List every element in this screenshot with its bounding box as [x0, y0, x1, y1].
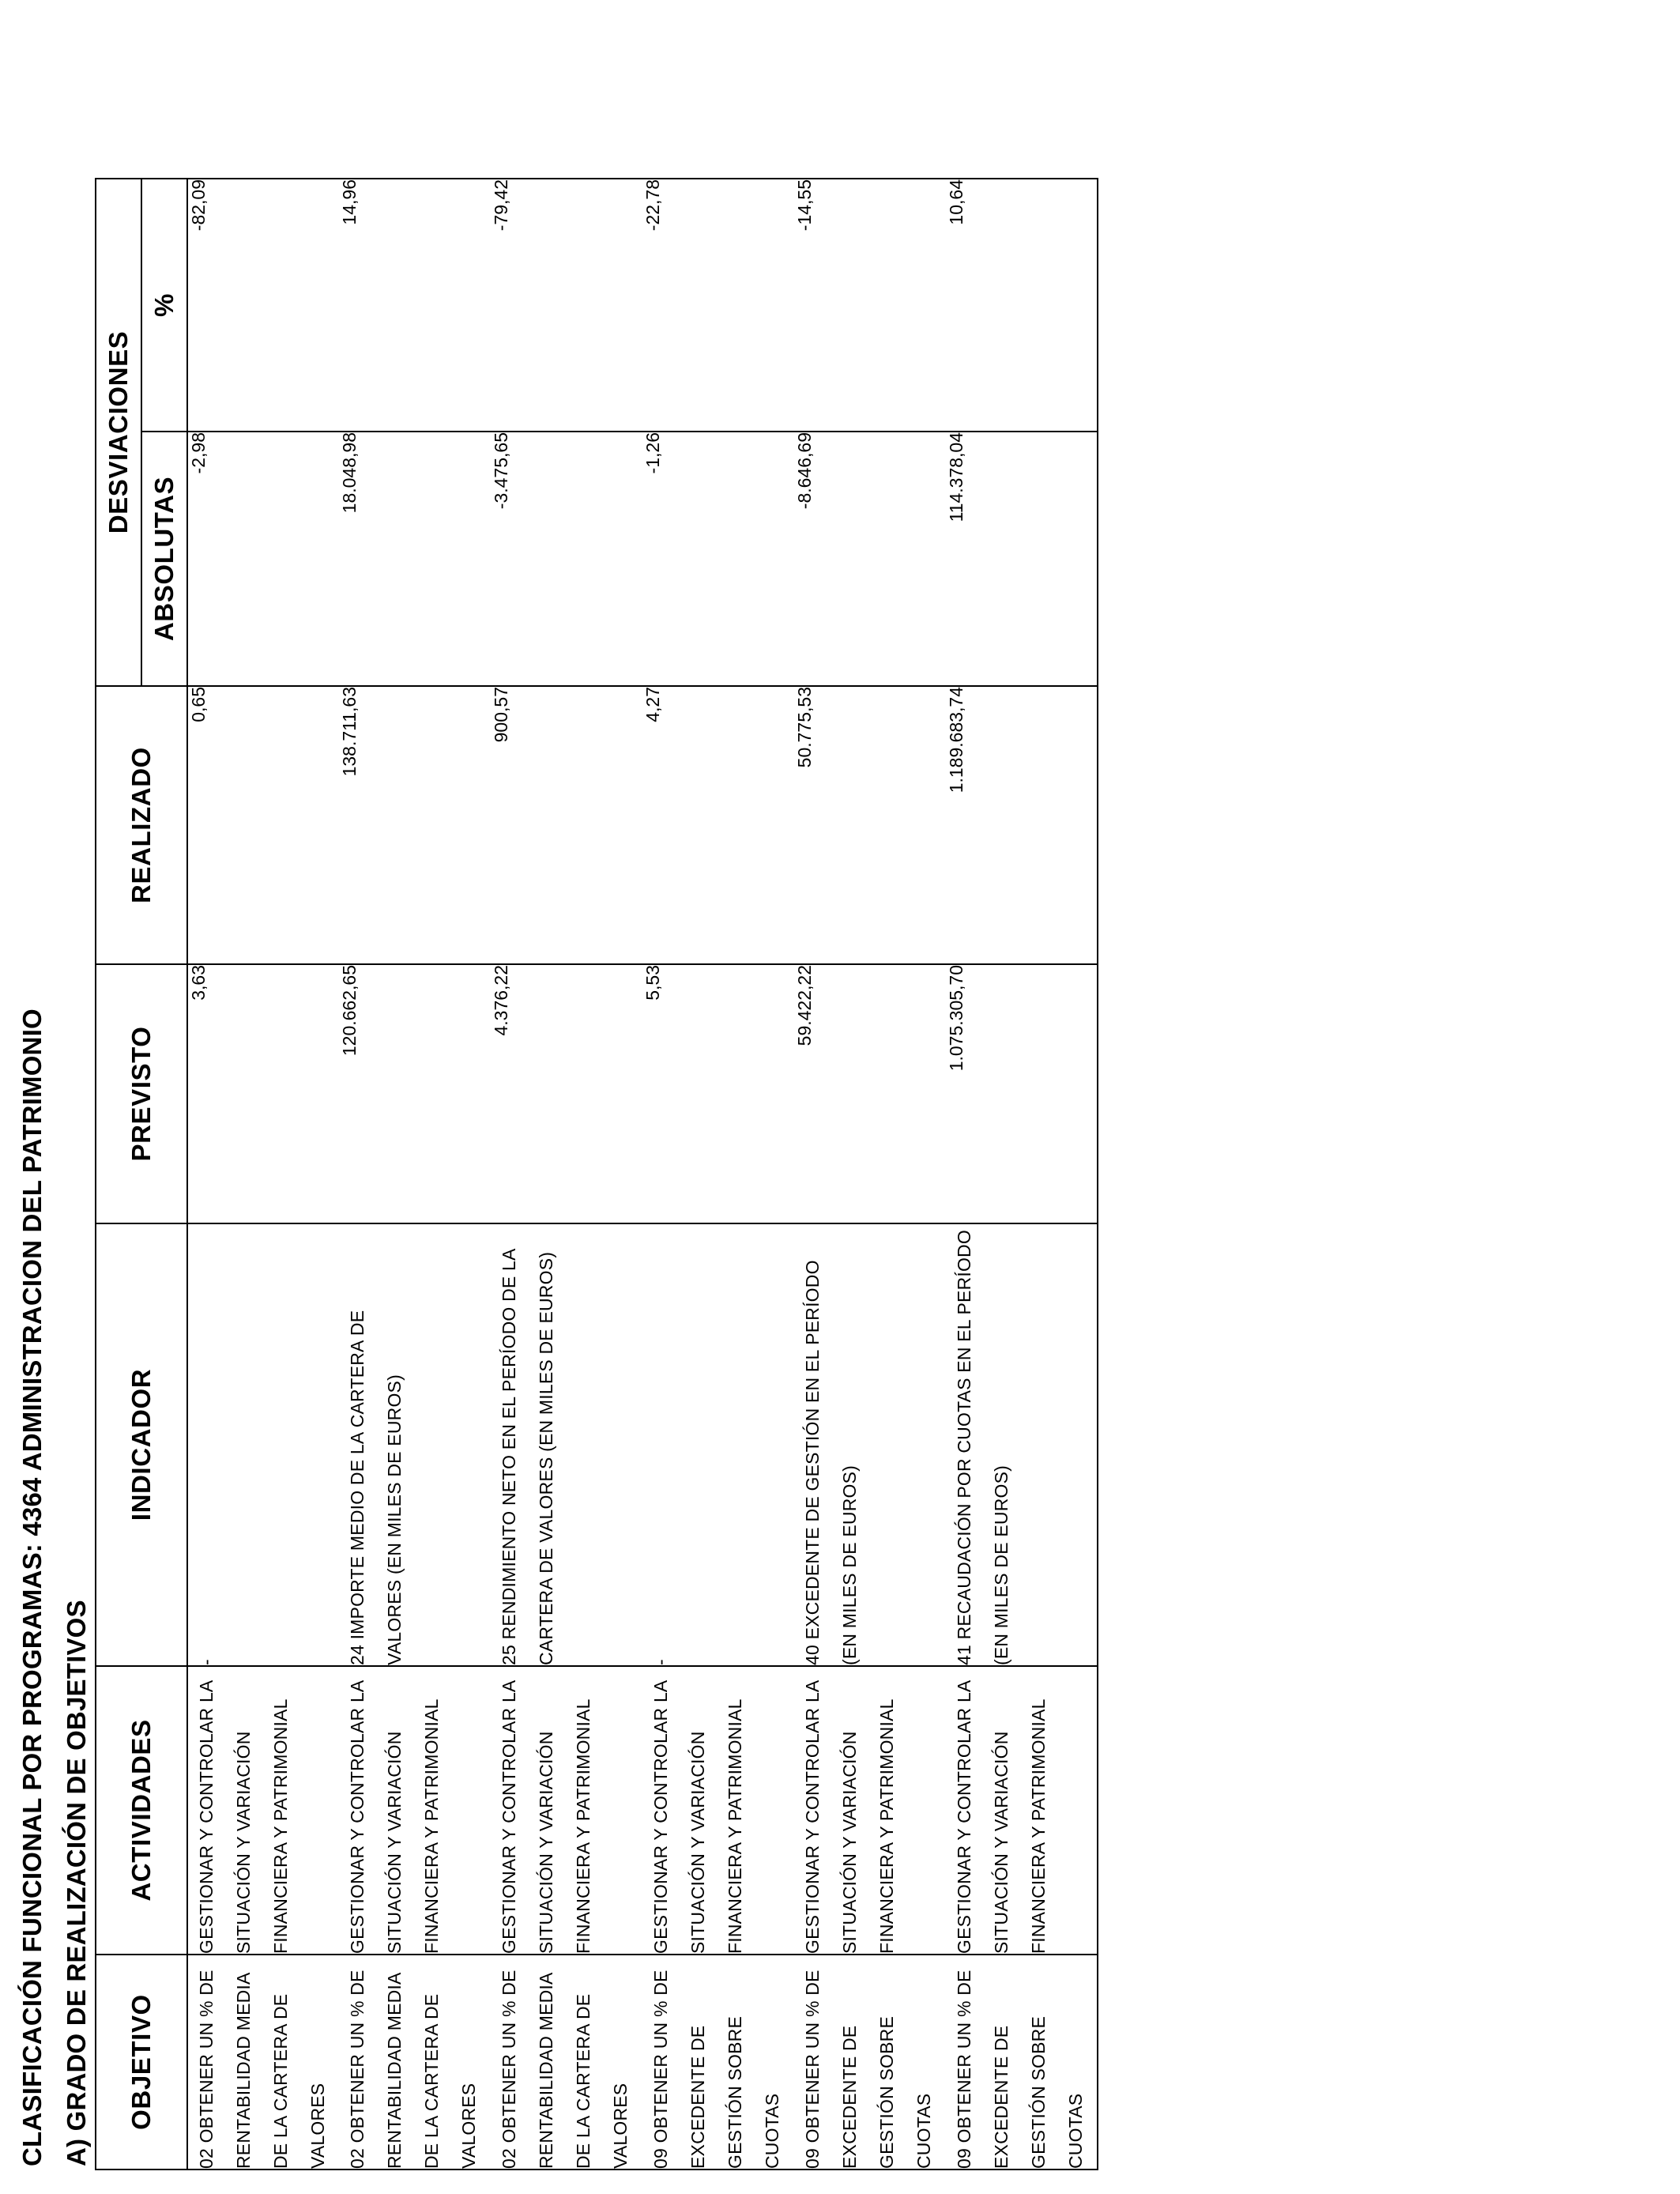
cell-realizado: 4,27 [642, 686, 794, 964]
header-porcentaje: % [141, 179, 187, 432]
cell-realizado: 50.775,53 [794, 686, 946, 964]
objectives-table [95, 178, 1098, 2170]
cell-objetivo: 02 OBTENER UN % DE RENTABILIDAD MEDIA DE LA CARTERA DE VALORES [491, 1955, 642, 2169]
cell-actividades: GESTIONAR Y CONTROLAR LA SITUACIÓN Y VARIACIÓN FINANCIERA Y PATRIMONIAL [794, 1666, 946, 1955]
cell-actividades: GESTIONAR Y CONTROLAR LA SITUACIÓN Y VARIACIÓN FINANCIERA Y PATRIMONIAL [642, 1666, 794, 1955]
table-row [642, 179, 794, 2169]
cell-indicador: 24 IMPORTE MEDIO DE LA CARTERA DE VALORES (EN MILES DE EUROS) [339, 1223, 491, 1666]
cell-absolutas: -3.475,65 [491, 432, 642, 686]
table-row [946, 179, 1098, 2169]
cell-previsto: 120.662,65 [339, 964, 491, 1223]
cell-absolutas: 114.378,04 [946, 432, 1098, 686]
table-row [339, 179, 491, 2169]
cell-previsto: 4.376,22 [491, 964, 642, 1223]
table-row [794, 179, 946, 2169]
cell-indicador: - [642, 1223, 794, 1666]
document-title: CLASIFICACIÓN FUNCIONAL POR PROGRAMAS: 4364 ADMINISTRACION DEL PATRIMONIO [17, 1008, 47, 2166]
table-row [491, 179, 642, 2169]
cell-absolutas: -2,98 [187, 432, 339, 686]
cell-objetivo: 09 OBTENER UN % DE EXCEDENTE DE GESTIÓN SOBRE CUOTAS [794, 1955, 946, 2169]
header-actividades: ACTIVIDADES [96, 1666, 187, 1955]
header-realizado: REALIZADO [96, 686, 187, 964]
cell-indicador: - [187, 1223, 339, 1666]
header-objetivo: OBJETIVO [96, 1955, 187, 2169]
cell-previsto: 1.075.305,70 [946, 964, 1098, 1223]
cell-porcentaje: -82,09 [187, 179, 339, 432]
header-indicador: INDICADOR [96, 1223, 187, 1666]
cell-indicador: 40 EXCEDENTE DE GESTIÓN EN EL PERÍODO (EN MILES DE EUROS) [794, 1223, 946, 1666]
cell-realizado: 900,57 [491, 686, 642, 964]
cell-indicador: 25 RENDIMIENTO NETO EN EL PERÍODO DE LA CARTERA DE VALORES (EN MILES DE EUROS) [491, 1223, 642, 1666]
cell-porcentaje: -79,42 [491, 179, 642, 432]
cell-previsto: 59.422,22 [794, 964, 946, 1223]
cell-porcentaje: -14,55 [794, 179, 946, 432]
header-absolutas: ABSOLUTAS [141, 432, 187, 686]
cell-porcentaje: -22,78 [642, 179, 794, 432]
cell-objetivo: 02 OBTENER UN % DE RENTABILIDAD MEDIA DE LA CARTERA DE VALORES [187, 1955, 339, 2169]
cell-porcentaje: 10,64 [946, 179, 1098, 432]
cell-actividades: GESTIONAR Y CONTROLAR LA SITUACIÓN Y VARIACIÓN FINANCIERA Y PATRIMONIAL [339, 1666, 491, 1955]
header-desviaciones: DESVIACIONES [96, 179, 141, 686]
cell-actividades: GESTIONAR Y CONTROLAR LA SITUACIÓN Y VARIACIÓN FINANCIERA Y PATRIMONIAL [491, 1666, 642, 1955]
cell-realizado: 0,65 [187, 686, 339, 964]
cell-previsto: 5,53 [642, 964, 794, 1223]
cell-indicador: 41 RECAUDACIÓN POR CUOTAS EN EL PERÍODO (EN MILES DE EUROS) [946, 1223, 1098, 1666]
cell-actividades: GESTIONAR Y CONTROLAR LA SITUACIÓN Y VARIACIÓN FINANCIERA Y PATRIMONIAL [187, 1666, 339, 1955]
cell-realizado: 1.189.683,74 [946, 686, 1098, 964]
cell-absolutas: 18.048,98 [339, 432, 491, 686]
cell-absolutas: -8.646,69 [794, 432, 946, 686]
table-row [187, 179, 339, 2169]
cell-objetivo: 09 OBTENER UN % DE EXCEDENTE DE GESTIÓN SOBRE CUOTAS [642, 1955, 794, 2169]
cell-realizado: 138.711,63 [339, 686, 491, 964]
section-subtitle: A) GRADO DE REALIZACIÓN DE OBJETIVOS [62, 1600, 91, 2166]
header-previsto: PREVISTO [96, 964, 187, 1223]
cell-objetivo: 02 OBTENER UN % DE RENTABILIDAD MEDIA DE LA CARTERA DE VALORES [339, 1955, 491, 2169]
cell-absolutas: -1,26 [642, 432, 794, 686]
cell-porcentaje: 14,96 [339, 179, 491, 432]
cell-previsto: 3,63 [187, 964, 339, 1223]
table-body [187, 179, 1098, 2169]
cell-actividades: GESTIONAR Y CONTROLAR LA SITUACIÓN Y VARIACIÓN FINANCIERA Y PATRIMONIAL [946, 1666, 1098, 1955]
cell-objetivo: 09 OBTENER UN % DE EXCEDENTE DE GESTIÓN SOBRE CUOTAS [946, 1955, 1098, 2169]
